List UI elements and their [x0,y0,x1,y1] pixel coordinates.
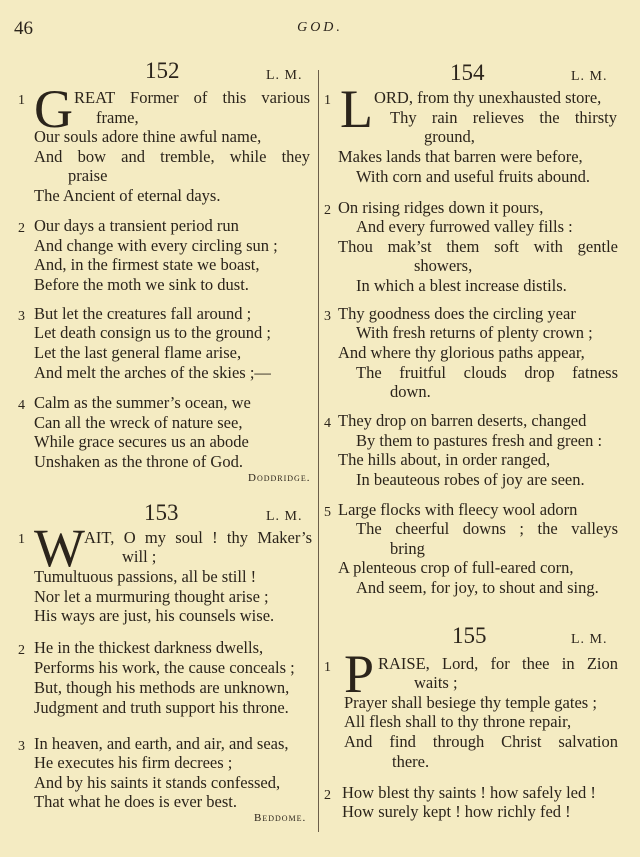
verse-line: Makes lands that barren were before, [338,147,583,166]
verse-line: And every furrowed valley fills : [356,217,573,236]
verse-line: And seem, for joy, to shout and sing. [356,578,599,597]
verse-line: there. [392,752,430,771]
verse-line: Nor let a murmuring thought arise ; [34,587,269,606]
verse-line: Unshaken as the throne of God. [34,452,243,471]
verse-line: By them to pastures fresh and green : [356,431,603,450]
verse-line: Performs his work, the cause conceals ; [34,658,295,677]
hymn-number: 153 [144,500,179,525]
verse-number: 2 [18,221,25,236]
verse-line: bring [390,539,425,558]
verse-line: A plenteous crop of full-eared corn, [338,558,574,577]
verse-line: All flesh shall to thy throne repair, [344,712,572,731]
drop-cap: L [340,79,373,139]
page-number: 46 [14,18,33,39]
verse-line: Can all the wreck of nature see, [34,413,243,432]
verse-line: Thy goodness does the circling year [338,304,576,323]
verse-number: 1 [18,532,25,547]
verse-line: praise [68,166,108,185]
verse-number: 4 [324,416,331,431]
verse-line: On rising ridges down it pours, [338,198,544,217]
verse-line: The cheerful downs ; the valleys [356,519,618,538]
verse-number: 3 [18,739,25,754]
verse-line: Thou mak’st them soft with gentle [338,237,618,256]
column-divider [318,70,319,832]
verse-number: 2 [324,788,331,803]
verse-line: Our days a transient period run [34,216,239,235]
hymn-number: 155 [452,623,487,648]
verse-line: RAISE, Lord, for thee in Zion [378,654,618,673]
verse-line: Our souls adore thine awful name, [34,127,262,146]
verse-line: How blest thy saints ! how safely led ! [342,783,596,802]
verse-line: REAT Former of this various [74,88,310,107]
verse-line: While grace secures us an abode [34,432,249,451]
verse-line: The fruitful clouds drop fatness [356,363,618,382]
drop-cap: W [34,518,85,578]
verse-number: 2 [18,643,25,658]
verse-number: 4 [18,398,25,413]
hymn-number: 152 [145,58,180,83]
verse-line: With corn and useful fruits abound. [356,167,590,186]
drop-cap: G [34,79,73,139]
verse-line: The Ancient of eternal days. [34,186,221,205]
verse-line: But, though his methods are unknown, [34,678,290,697]
verse-line: down. [390,382,431,401]
hymn-meter: L. M. [266,68,303,83]
hymn-author: Beddome. [254,812,307,824]
verse-line: will ; [122,547,157,566]
verse-line: And by his saints it stands confessed, [34,773,281,792]
verse-line: In heaven, and earth, and air, and seas, [34,734,289,753]
verse-line: Large flocks with fleecy wool adorn [338,500,578,519]
verse-line: And, in the firmest state we boast, [34,255,260,274]
verse-number: 3 [324,309,331,324]
verse-line: Tumultuous passions, all be still ! [34,567,257,586]
verse-line: Let death consign us to the ground ; [34,323,271,342]
verse-line: In which a blest increase distils. [356,276,567,295]
hymn-meter: L. M. [571,69,608,84]
verse-line: Let the last general flame arise, [34,343,242,362]
verse-line: Judgment and truth support his throne. [34,698,289,717]
verse-line: And where thy glorious paths appear, [338,343,585,362]
verse-line: But let the creatures fall around ; [34,304,252,323]
verse-number: 5 [324,505,331,520]
verse-line: Thy rain relieves the thirsty [390,108,617,127]
verse-line: He in the thickest darkness dwells, [34,638,264,657]
verse-number: 3 [18,309,25,324]
verse-number: 1 [324,660,331,675]
verse-line: And bow and tremble, while they [34,147,310,166]
verse-line: AIT, O my soul ! thy Maker’s [84,528,312,547]
verse-number: 1 [324,93,331,108]
hymn-meter: L. M. [571,632,608,647]
hymn-number: 154 [450,60,485,85]
verse-line: He executes his firm decrees ; [34,753,233,772]
verse-line: With fresh returns of plenty crown ; [356,323,593,342]
verse-line: In beauteous robes of joy are seen. [356,470,585,489]
verse-line: And change with every circling sun ; [34,236,278,255]
verse-line: His ways are just, his counsels wise. [34,606,275,625]
verse-line: The hills about, in order ranged, [338,450,551,469]
drop-cap: P [344,644,375,704]
verse-line: frame, [96,108,139,127]
hymn-meter: L. M. [266,509,303,524]
verse-line: Prayer shall besiege thy temple gates ; [344,693,597,712]
verse-line: ground, [424,127,475,146]
verse-line: ORD, from thy unexhausted store, [374,88,602,107]
verse-line: waits ; [414,673,458,692]
verse-line: How surely kept ! how richly fed ! [342,802,571,821]
verse-line: That what he does is ever best. [34,792,237,811]
verse-line: They drop on barren deserts, changed [338,411,587,430]
hymn-author: Doddridge. [248,472,311,484]
verse-line: Calm as the summer’s ocean, we [34,393,251,412]
verse-line: And find through Christ salvation [344,732,618,751]
verse-number: 1 [18,93,25,108]
verse-line: Before the moth we sink to dust. [34,275,249,294]
verse-number: 2 [324,203,331,218]
verse-line: showers, [414,256,473,275]
verse-line: And melt the arches of the skies ;— [34,363,271,382]
running-head: GOD. [297,20,343,35]
